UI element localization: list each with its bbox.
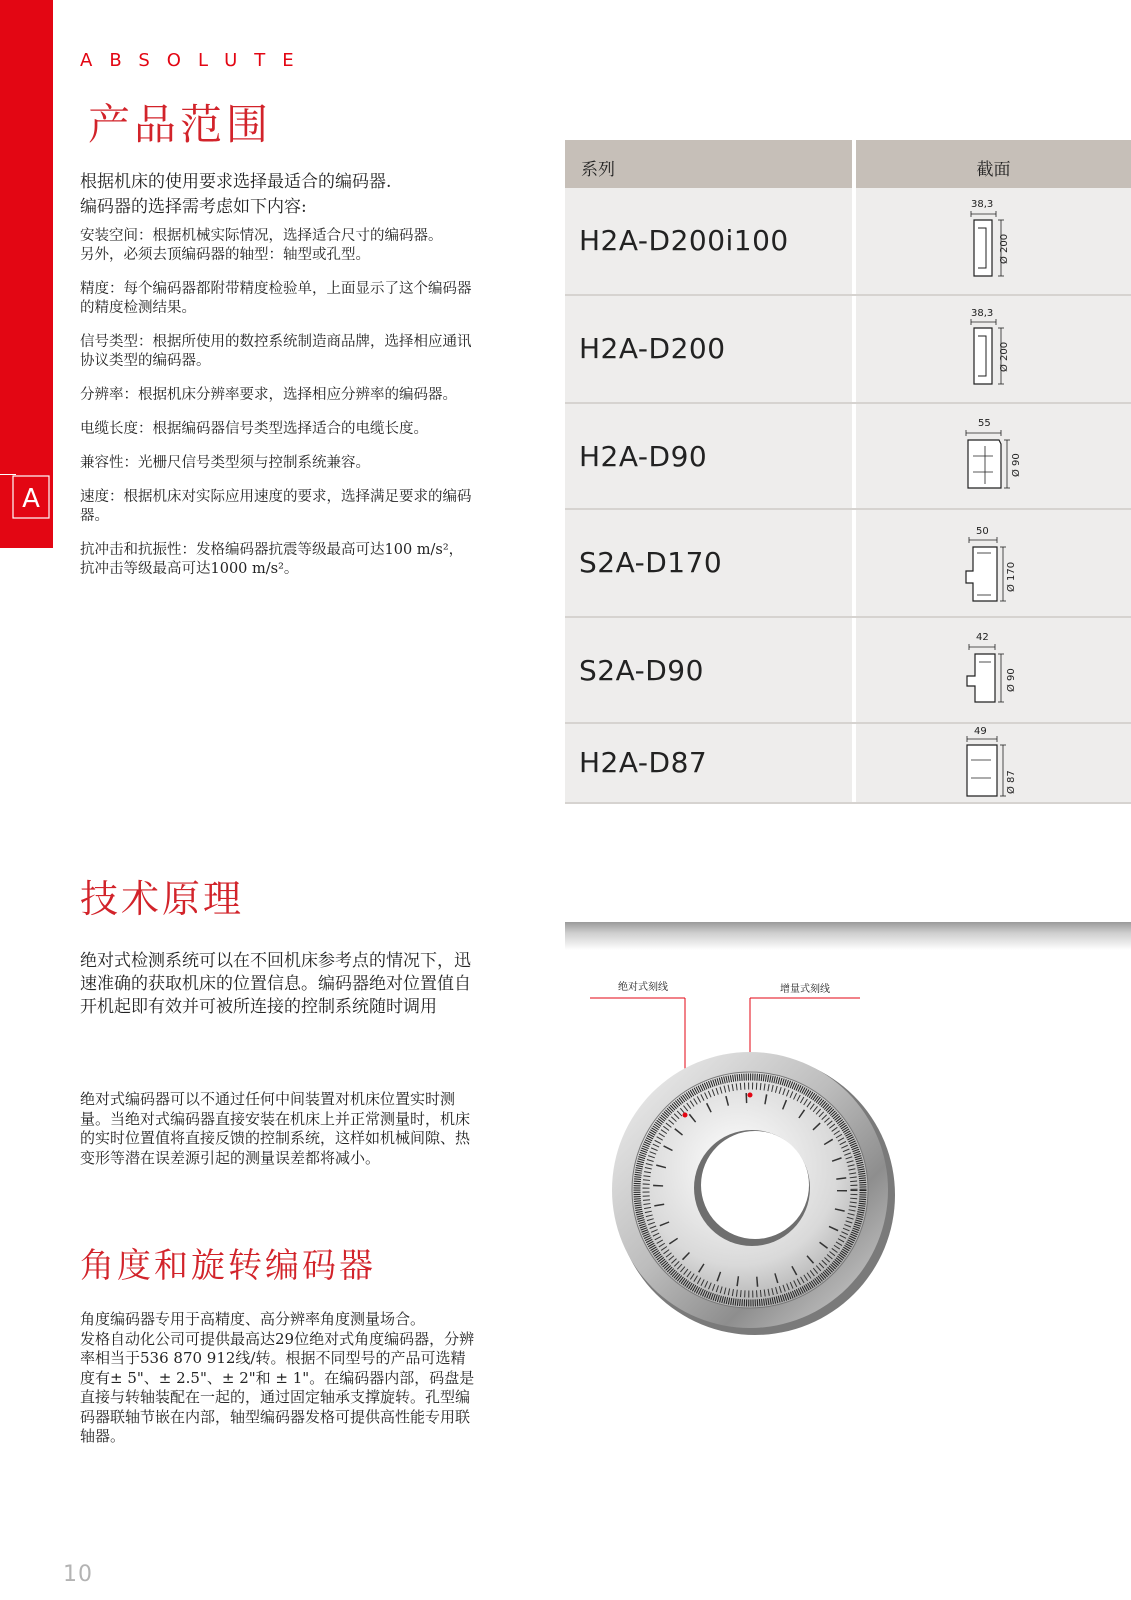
principle-title: 技术原理 <box>80 877 245 921</box>
column-header-series: 系列 <box>565 140 852 188</box>
intro-text <box>80 170 480 220</box>
encoder-disk-diagram <box>560 980 1120 1340</box>
table-row <box>565 618 1131 722</box>
requirement-item <box>80 280 475 318</box>
table-row <box>565 404 1131 508</box>
section-diameter-label: Ø 200 <box>999 341 1010 372</box>
angular-paragraph-2: 发格自动化公司可提供最高达29位绝对式角度编码器，分辨率相当于536 870 912线/转。根据不同型号的产品可选精度有± 5"、± 2.5"、± 2"和 ± 1"。在编码器内部，码盘是直接与转轴装配在一起的，通过固定轴承支撑旋转。孔型编码器联轴节嵌在内部，轴型编码器发格可提供高性能专用联轴器。 <box>80 1329 475 1445</box>
requirement-item <box>80 454 475 473</box>
section-cell <box>856 618 1131 722</box>
requirement-item <box>80 420 475 439</box>
series-cell <box>565 188 852 294</box>
side-tab-letter: A <box>22 484 40 514</box>
section-cell <box>856 404 1131 508</box>
section-width-label: 50 <box>976 526 989 537</box>
requirements-list <box>80 227 475 594</box>
angular-title: 角度和旋转编码器 <box>80 1246 376 1286</box>
section-width-label: 38,3 <box>971 308 994 319</box>
section-diameter-label: Ø 90 <box>1011 453 1022 477</box>
incremental-graduation-label: 增量式刻线 <box>780 984 830 995</box>
intro-line-2: 编码器的选择需考虑如下内容: <box>80 197 307 217</box>
requirement-shaft: 另外，必须去顶编码器的轴型：轴型或孔型。 <box>80 247 370 263</box>
requirement-item <box>80 541 475 579</box>
model-name: S2A-D90 <box>579 654 704 687</box>
requirement-shock: 抗冲击和抗振性：发格编码器抗震等级最高可达100 m/s²，抗冲击等级最高可达1000 m/s²。 <box>80 542 464 577</box>
series-table <box>565 140 1131 794</box>
section-cell <box>856 724 1131 802</box>
requirement-item <box>80 386 475 405</box>
section-cell <box>856 188 1131 294</box>
model-name: H2A-D200 <box>579 332 726 365</box>
requirement-resolution: 分辨率：根据机床分辨率要求，选择相应分辨率的编码器。 <box>80 387 457 403</box>
section-diameter-label: Ø 170 <box>1006 561 1017 592</box>
requirement-item <box>80 333 475 371</box>
section-width-label: 38,3 <box>971 199 994 210</box>
requirement-compatibility: 兼容性：光栅尺信号类型须与控制系统兼容。 <box>80 455 370 471</box>
requirement-item <box>80 227 475 246</box>
intro-line-1: 根据机床的使用要求选择最适合的编码器. <box>80 172 392 192</box>
section-width-label: 49 <box>974 726 987 737</box>
diagram-header-bar <box>565 922 1131 950</box>
series-cell <box>565 618 852 722</box>
model-name: H2A-D90 <box>579 440 708 473</box>
principle-paragraph-1: 绝对式检测系统可以在不回机床参考点的情况下，迅速准确的获取机床的位置信息。编码器绝对位置值自开机起即有效并可被所连接的控制系统随时调用 <box>80 951 471 1017</box>
table-row <box>565 724 1131 802</box>
section-diameter-label: Ø 87 <box>1006 770 1017 794</box>
table-row <box>565 188 1131 294</box>
table-row <box>565 510 1131 616</box>
absolute-graduation-label: 绝对式刻线 <box>618 982 668 993</box>
brand-label: ABSOLUTE <box>80 50 311 71</box>
table-row <box>565 296 1131 402</box>
requirement-item <box>80 246 475 265</box>
model-name: S2A-D170 <box>579 546 723 579</box>
model-name: H2A-D200i100 <box>579 224 789 257</box>
series-cell <box>565 404 852 508</box>
column-header-section: 截面 <box>856 140 1131 188</box>
section-diameter-label: Ø 200 <box>999 233 1010 264</box>
requirement-item <box>80 488 475 526</box>
series-cell <box>565 510 852 616</box>
requirement-accuracy: 精度：每个编码器都附带精度检验单，上面显示了这个编码器的精度检测结果。 <box>80 281 472 316</box>
section-width-label: 55 <box>978 418 991 429</box>
section-side-tab <box>0 0 53 548</box>
angular-paragraph <box>80 1310 480 1447</box>
section-profile-icon <box>961 428 1013 500</box>
section-diameter-label: Ø 90 <box>1006 668 1017 692</box>
requirement-signal: 信号类型：根据所使用的数控系统制造商品牌，选择相应通讯协议类型的编码器。 <box>80 334 472 369</box>
table-header-row <box>565 140 1131 188</box>
angular-paragraph-1: 角度编码器专用于高精度、高分辨率角度测量场合。 <box>80 1310 426 1328</box>
series-cell <box>565 724 852 802</box>
principle-paragraph-2: 绝对式编码器可以不通过任何中间装置对机床位置实时测量。当绝对式编码器直接安装在机床上并正常测量时，机床的实时位置值将直接反馈的控制系统，这样如机械间隙、热变形等潜在误差源引起的测量误差都将减小。 <box>80 1090 471 1167</box>
page-title: 产品范围 <box>88 100 273 149</box>
requirement-speed: 速度：根据机床对实际应用速度的要求，选择满足要求的编码器。 <box>80 489 472 524</box>
series-cell <box>565 296 852 402</box>
section-cell <box>856 296 1131 402</box>
model-name: H2A-D87 <box>579 746 708 779</box>
row-divider <box>565 802 1131 804</box>
requirement-space: 安装空间：根据机械实际情况，选择适合尺寸的编码器。 <box>80 228 443 244</box>
section-cell <box>856 510 1131 616</box>
page-number: 10 <box>63 1562 93 1587</box>
requirement-cable: 电缆长度：根据编码器信号类型选择适合的电缆长度。 <box>80 421 428 437</box>
section-a-badge-icon <box>12 475 50 519</box>
section-width-label: 42 <box>976 632 989 643</box>
